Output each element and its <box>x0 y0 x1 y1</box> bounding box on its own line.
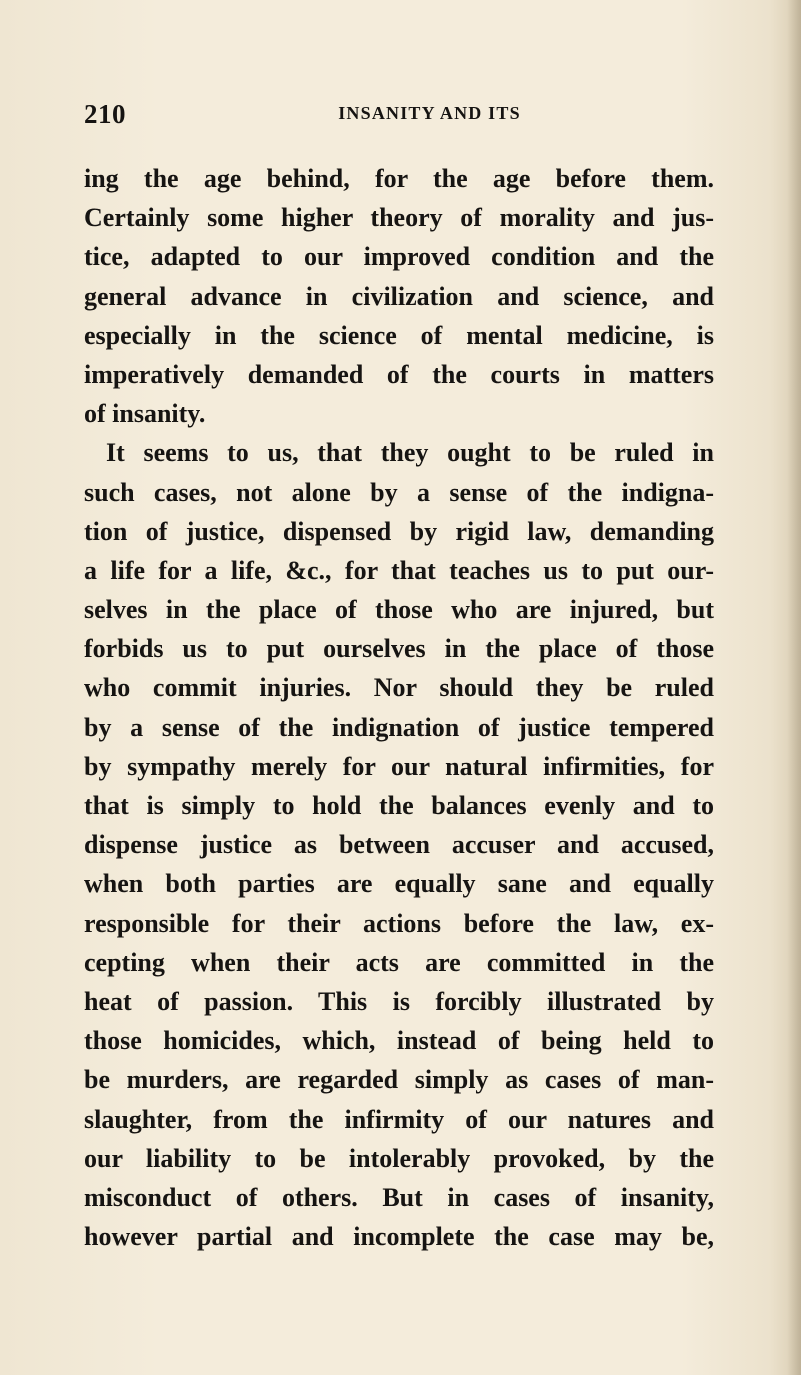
text-line: who commit injuries. Nor should they be ruled <box>84 673 714 703</box>
text-line: imperatively demanded of the courts in matters <box>84 359 714 389</box>
text-line: by a sense of the indignation of justice tempered <box>84 712 714 742</box>
text-line: ing the age behind, for the age before them. <box>84 164 714 193</box>
text-line: tion of justice, dispensed by rigid law, demanding <box>84 516 714 546</box>
text-line: Certainly some higher theory of morality and jus- <box>84 203 714 233</box>
text-line: however partial and incomplete the case may be, <box>84 1222 714 1252</box>
text-line: our liability to be intolerably provoked, by the <box>84 1143 714 1173</box>
text-line: a life for a life, &c., for that teaches us to put our- <box>84 555 714 585</box>
text-line: It seems to us, that they ought to be ruled in <box>106 438 714 468</box>
text-line: be murders, are regarded simply as cases of man- <box>84 1065 714 1095</box>
text-line: responsible for their actions before the law, ex- <box>84 908 714 938</box>
body-text <box>84 159 714 1256</box>
text-line: by sympathy merely for our natural infirmities, for <box>84 751 714 781</box>
text-line: cepting when their acts are committed in the <box>84 947 714 977</box>
page-edge-shadow <box>787 0 801 1375</box>
text-line: especially in the science of mental medicine, is <box>84 320 714 350</box>
text-line: tice, adapted to our improved condition and the <box>84 242 714 272</box>
page-header <box>84 99 715 129</box>
text-line: misconduct of others. But in cases of insanity, <box>84 1182 714 1212</box>
text-line: general advance in civilization and science, and <box>84 281 714 311</box>
text-line: of insanity. <box>84 399 206 429</box>
text-line: when both parties are equally sane and equally <box>84 869 714 899</box>
page-number: 210 <box>84 99 126 129</box>
text-line: those homicides, which, instead of being held to <box>84 1026 714 1056</box>
text-line: slaughter, from the infirmity of our natures and <box>84 1104 714 1134</box>
running-head: INSANITY AND ITS <box>338 103 521 123</box>
text-line: selves in the place of those who are injured, but <box>84 595 714 625</box>
text-line: such cases, not alone by a sense of the indigna- <box>84 477 714 507</box>
text-line: heat of passion. This is forcibly illustrated by <box>84 986 714 1016</box>
text-line: forbids us to put ourselves in the place of those <box>84 634 714 664</box>
text-line: that is simply to hold the balances evenly and to <box>84 791 714 820</box>
text-line: dispense justice as between accuser and accused, <box>84 830 714 860</box>
